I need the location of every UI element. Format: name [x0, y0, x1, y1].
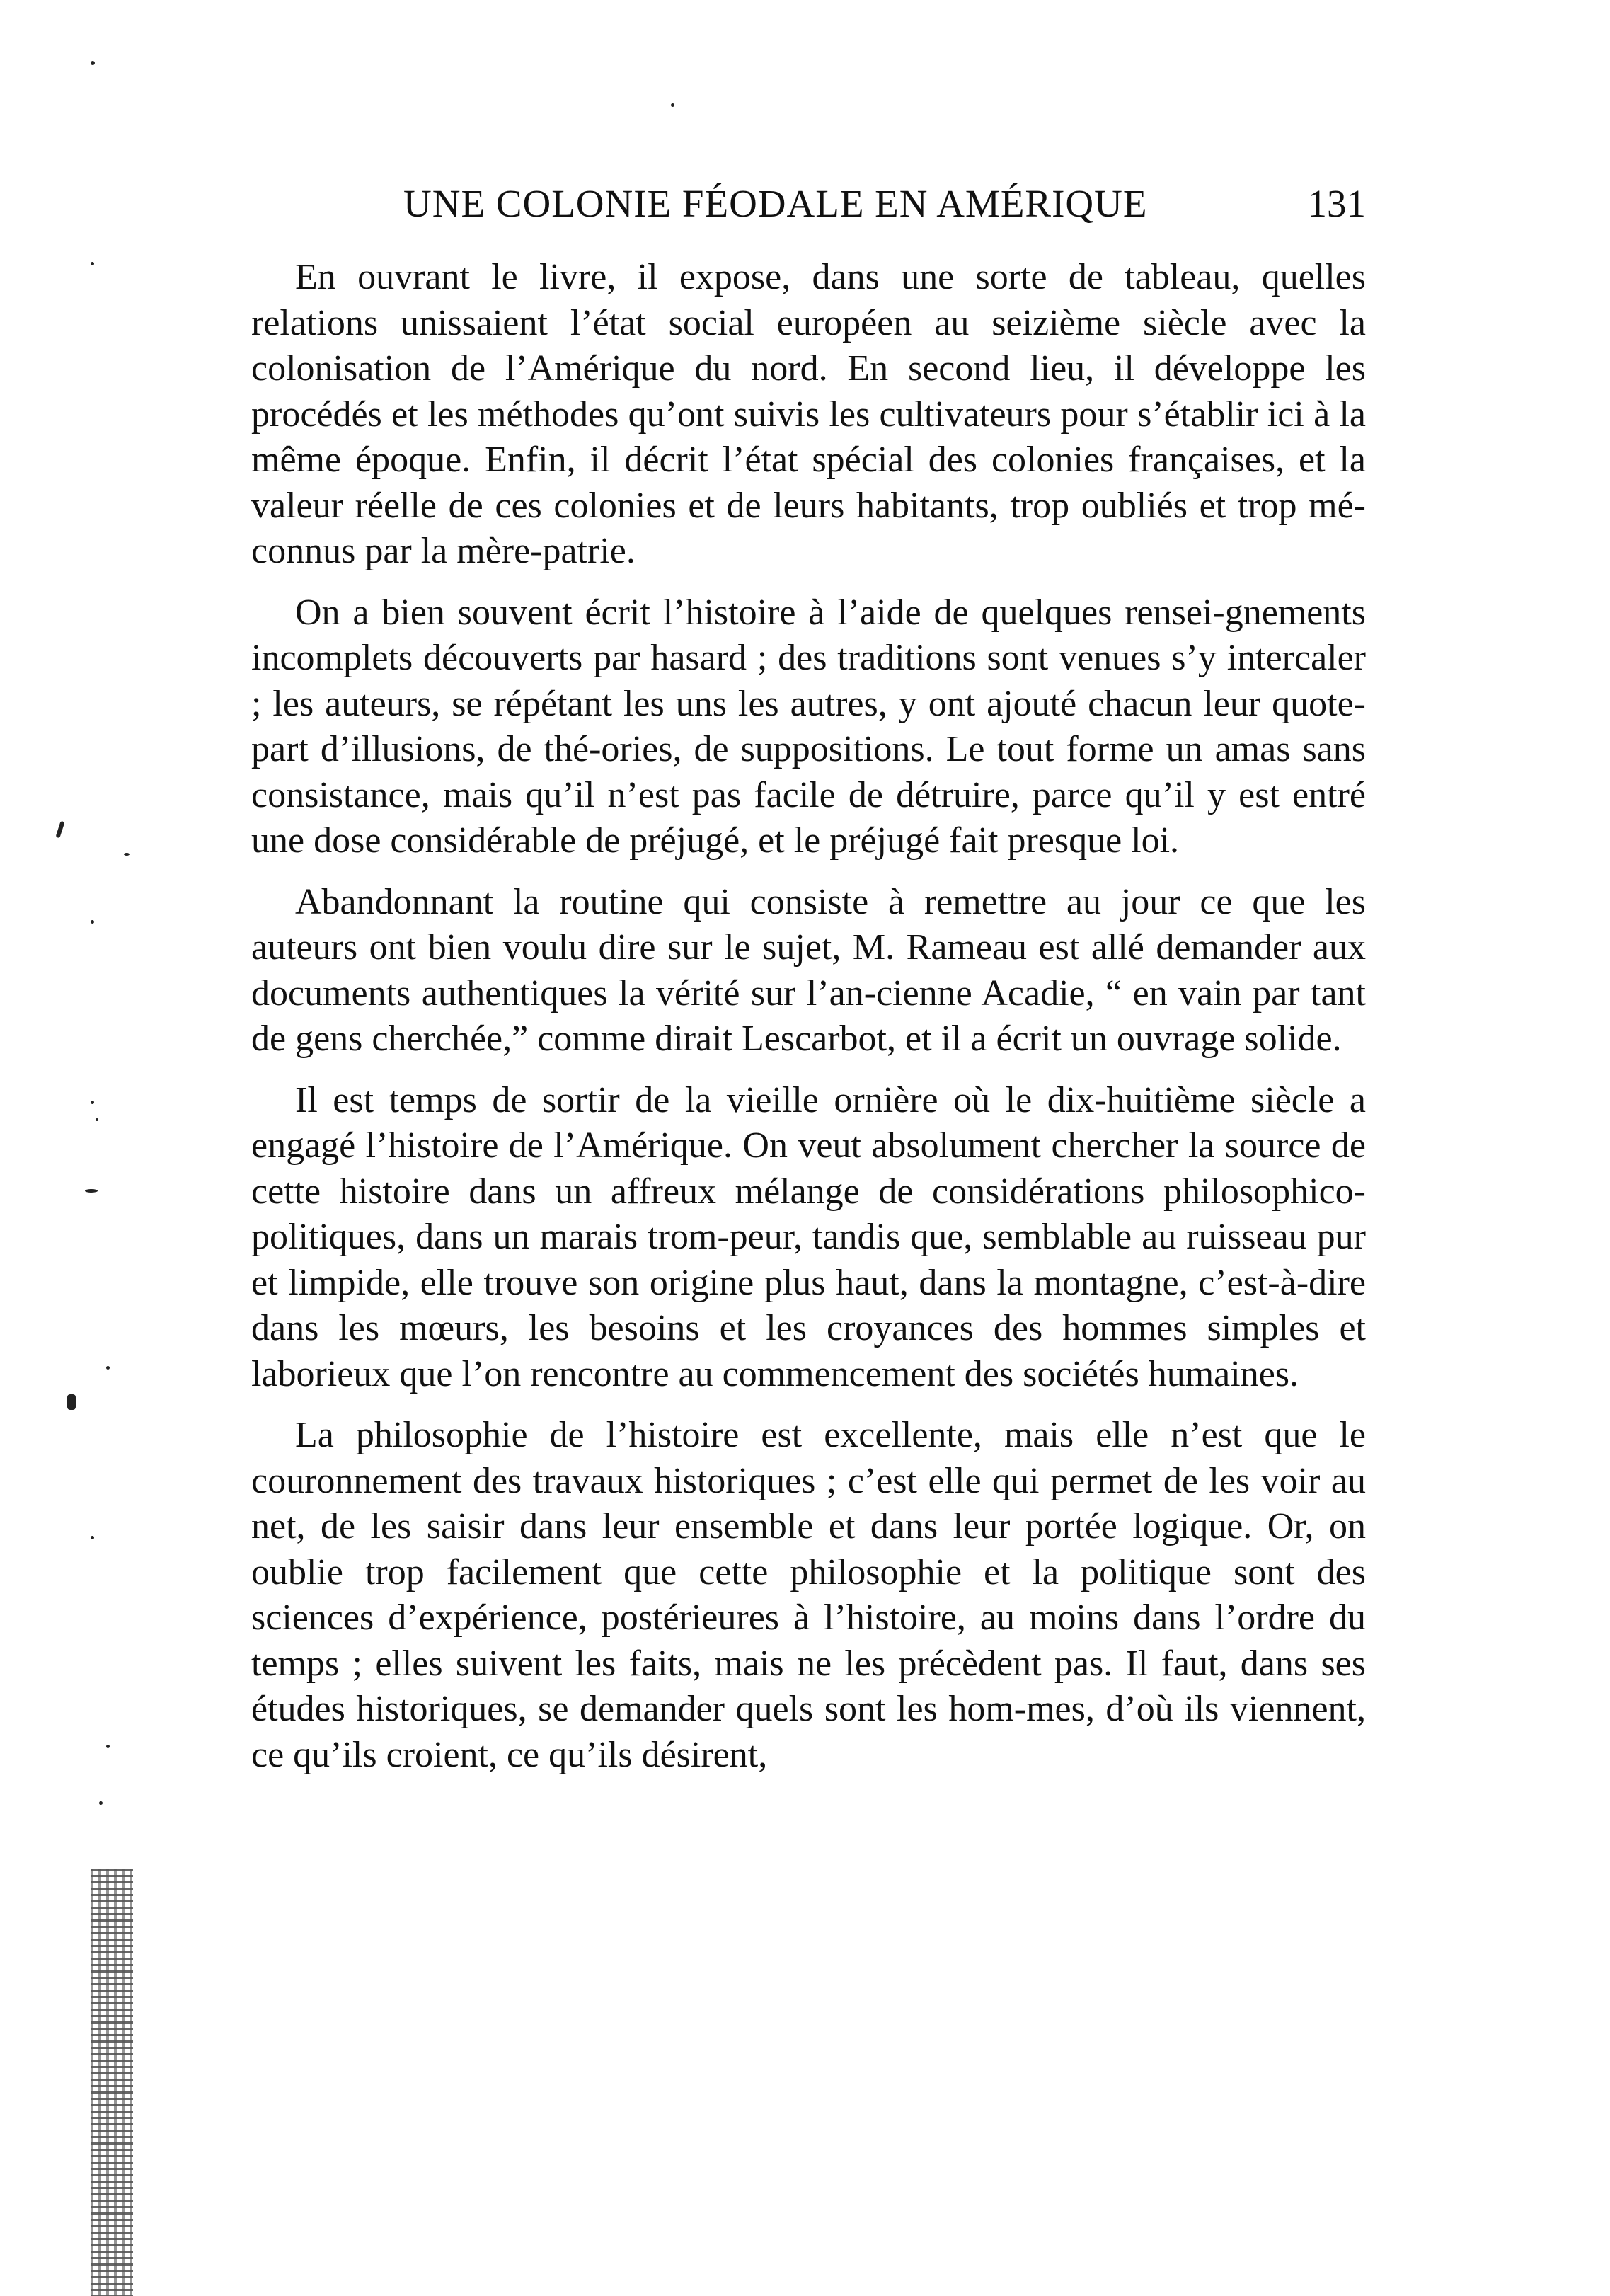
scan-speck: [124, 853, 130, 856]
paragraph-1: En ouvrant le livre, il expose, dans une sorte de tableau, quelles relations unissaient l’état social européen au seizième siècle avec la colonisation de l’Amérique du nord. En second lieu, il développe les procédés et les méthodes qu’ont suivis les cultivateurs pour s’établir ici à la même époque. Enfin, il décrit l’état spécial des colonies françaises, et la valeur réelle de ces colonies et de leurs habitants, trop oubliés et trop mé-connus par la mère-patrie.: [251, 257, 1366, 571]
running-title: UNE COLONIE FÉODALE EN AMÉRIQUE: [403, 182, 1148, 225]
scan-speck: [67, 1394, 76, 1410]
page-number: 131: [1307, 182, 1366, 225]
scan-speck: [106, 1745, 110, 1748]
paragraph-3: Abandonnant la routine qui consiste à remettre au jour ce que les auteurs ont bien voulu dire sur le sujet, M. Rameau est allé demander aux documents authentiques la vérité sur l’an-cienne Acadie, “ en vain par tant de gens cherchée,” comme dirait Lescarbot, et il a écrit un ouvrage solide.: [251, 881, 1366, 1059]
scan-margin-marks: [0, 0, 212, 2296]
scan-speck: [91, 1536, 94, 1539]
scan-speck: [91, 262, 94, 265]
scan-speck: [99, 1801, 103, 1805]
paragraph-2: On a bien souvent écrit l’histoire à l’aide de quelques rensei-gnements incomplets découverts par hasard ; des traditions sont venues s’y intercaler ; les auteurs, se répétant les uns les autres, y ont ajouté chacun leur quote-part d’illusions, de thé-ories, de suppositions. Le tout forme un amas sans consistance, mais qu’il n’est pas facile de détruire, parce qu’il y est entré une dose considérable de préjugé, et le préjugé fait presque loi.: [251, 592, 1366, 861]
scan-speck: [91, 920, 94, 924]
scan-speck: [91, 1101, 94, 1104]
scan-speck: [106, 1366, 110, 1370]
scan-speck: [85, 1189, 98, 1193]
scan-speck: [91, 61, 95, 65]
body-text: [251, 255, 1366, 1793]
scan-speck: [55, 821, 64, 839]
running-head: [382, 176, 1366, 232]
scan-speck: [671, 103, 674, 107]
scan-gutter-strip: [91, 1869, 133, 2296]
paragraph-4: Il est temps de sortir de la vieille ornière où le dix-huitième siècle a engagé l’histoire de l’Amérique. On veut absolument chercher la source de cette histoire dans un affreux mélange de considérations philosophico-politiques, dans un marais trom-peur, tandis que, semblable au ruisseau pur et limpide, elle trouve son origine plus haut, dans la montagne, c’est-à-dire dans les mœurs, les besoins et les croyances des hommes simples et laborieux que l’on rencontre au commencement des sociétés humaines.: [251, 1079, 1366, 1394]
paragraph-5: La philosophie de l’histoire est excellente, mais elle n’est que le couronnement des travaux historiques ; c’est elle qui permet de les voir au net, de les saisir dans leur ensemble et dans leur portée logique. Or, on oublie trop facilement que cette philosophie et la politique sont des sciences d’expérience, postérieures à l’histoire, au moins dans l’ordre du temps ; elles suivent les faits, mais ne les précèdent pas. Il faut, dans ses études historiques, se demander quels sont les hom-mes, d’où ils viennent, ce qu’ils croient, ce qu’ils désirent,: [251, 1415, 1366, 1775]
scan-speck: [96, 1118, 98, 1121]
